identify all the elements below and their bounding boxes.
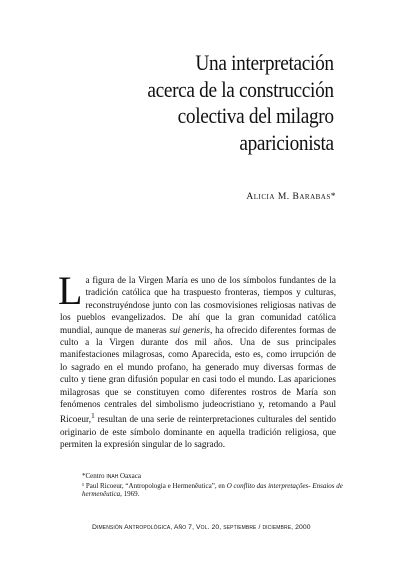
footnote-1-start: ¹ Paul Ricoeur, “Antropologia e Hermenêutica”, en <box>82 481 227 490</box>
title-line-2: acerca de la construcción <box>147 76 334 102</box>
body-text-2: , ha ofrecido diferentes formas de culto a la Virgen durante dos mil años. Una de sus principales manifestaciones milagrosas, como Aparecida, esto es, como irrupción de lo sagrado en el mundo profano, ha generado muy diversas formas de culto y tiene gran difusión popular en casi todo el mundo. Las apariciones milagrosas que se constituyen como diferentes rostros de María son fenómenos centrales del simbolismo judeocristiano y, retomando a Paul Ricoeur, <box>60 324 337 425</box>
article-body <box>58 268 337 451</box>
title-line-3: colectiva del milagro <box>177 103 334 128</box>
footnote-1-end: , 1969. <box>120 490 140 499</box>
body-paragraph <box>58 268 337 451</box>
body-text-1: a figura de la Virgen María es uno de los símbolos fundantes de la tradición católica que ha traspuesto fronteras, tiempos y culturas, reconstruyéndose junto con las cosmovisiones religiosas nativas de los pueblos evangelizados. De ahí que la gran comunidad católica mundial, aunque de maneras <box>60 275 336 335</box>
footnote-affiliation-inah: inah <box>106 473 119 480</box>
footnotes <box>82 472 344 499</box>
drop-cap: L <box>58 268 83 313</box>
title-line-4: aparicionista <box>239 129 334 155</box>
footnote-reference: 1 <box>91 411 95 421</box>
article-title <box>148 50 334 156</box>
body-text-3: resultan de una serie de reinterpretaciones culturales del sentido originario de este símbolo dominante en aquella tradición religiosa, que permiten la expresión singular de lo sagrado. <box>60 414 336 450</box>
footnote-affiliation-suffix: Oaxaca <box>118 472 141 480</box>
author-name: Alicia M. Barabas* <box>246 192 336 202</box>
body-italic-phrase: sui generis <box>169 324 211 335</box>
footnote-1-work-title: O conflito das interpretações- Ensaios de hermenêutica <box>82 481 343 499</box>
footnote-affiliation-prefix: *Centro <box>82 472 107 480</box>
footnote-affiliation <box>82 472 344 482</box>
footnote-1 <box>82 482 344 499</box>
title-line-1: Una interpretación <box>195 50 334 75</box>
journal-footer: Dimensión Antropológica, Año 7, Vol. 20, septiembre / diciembre, 2000 <box>92 524 311 531</box>
